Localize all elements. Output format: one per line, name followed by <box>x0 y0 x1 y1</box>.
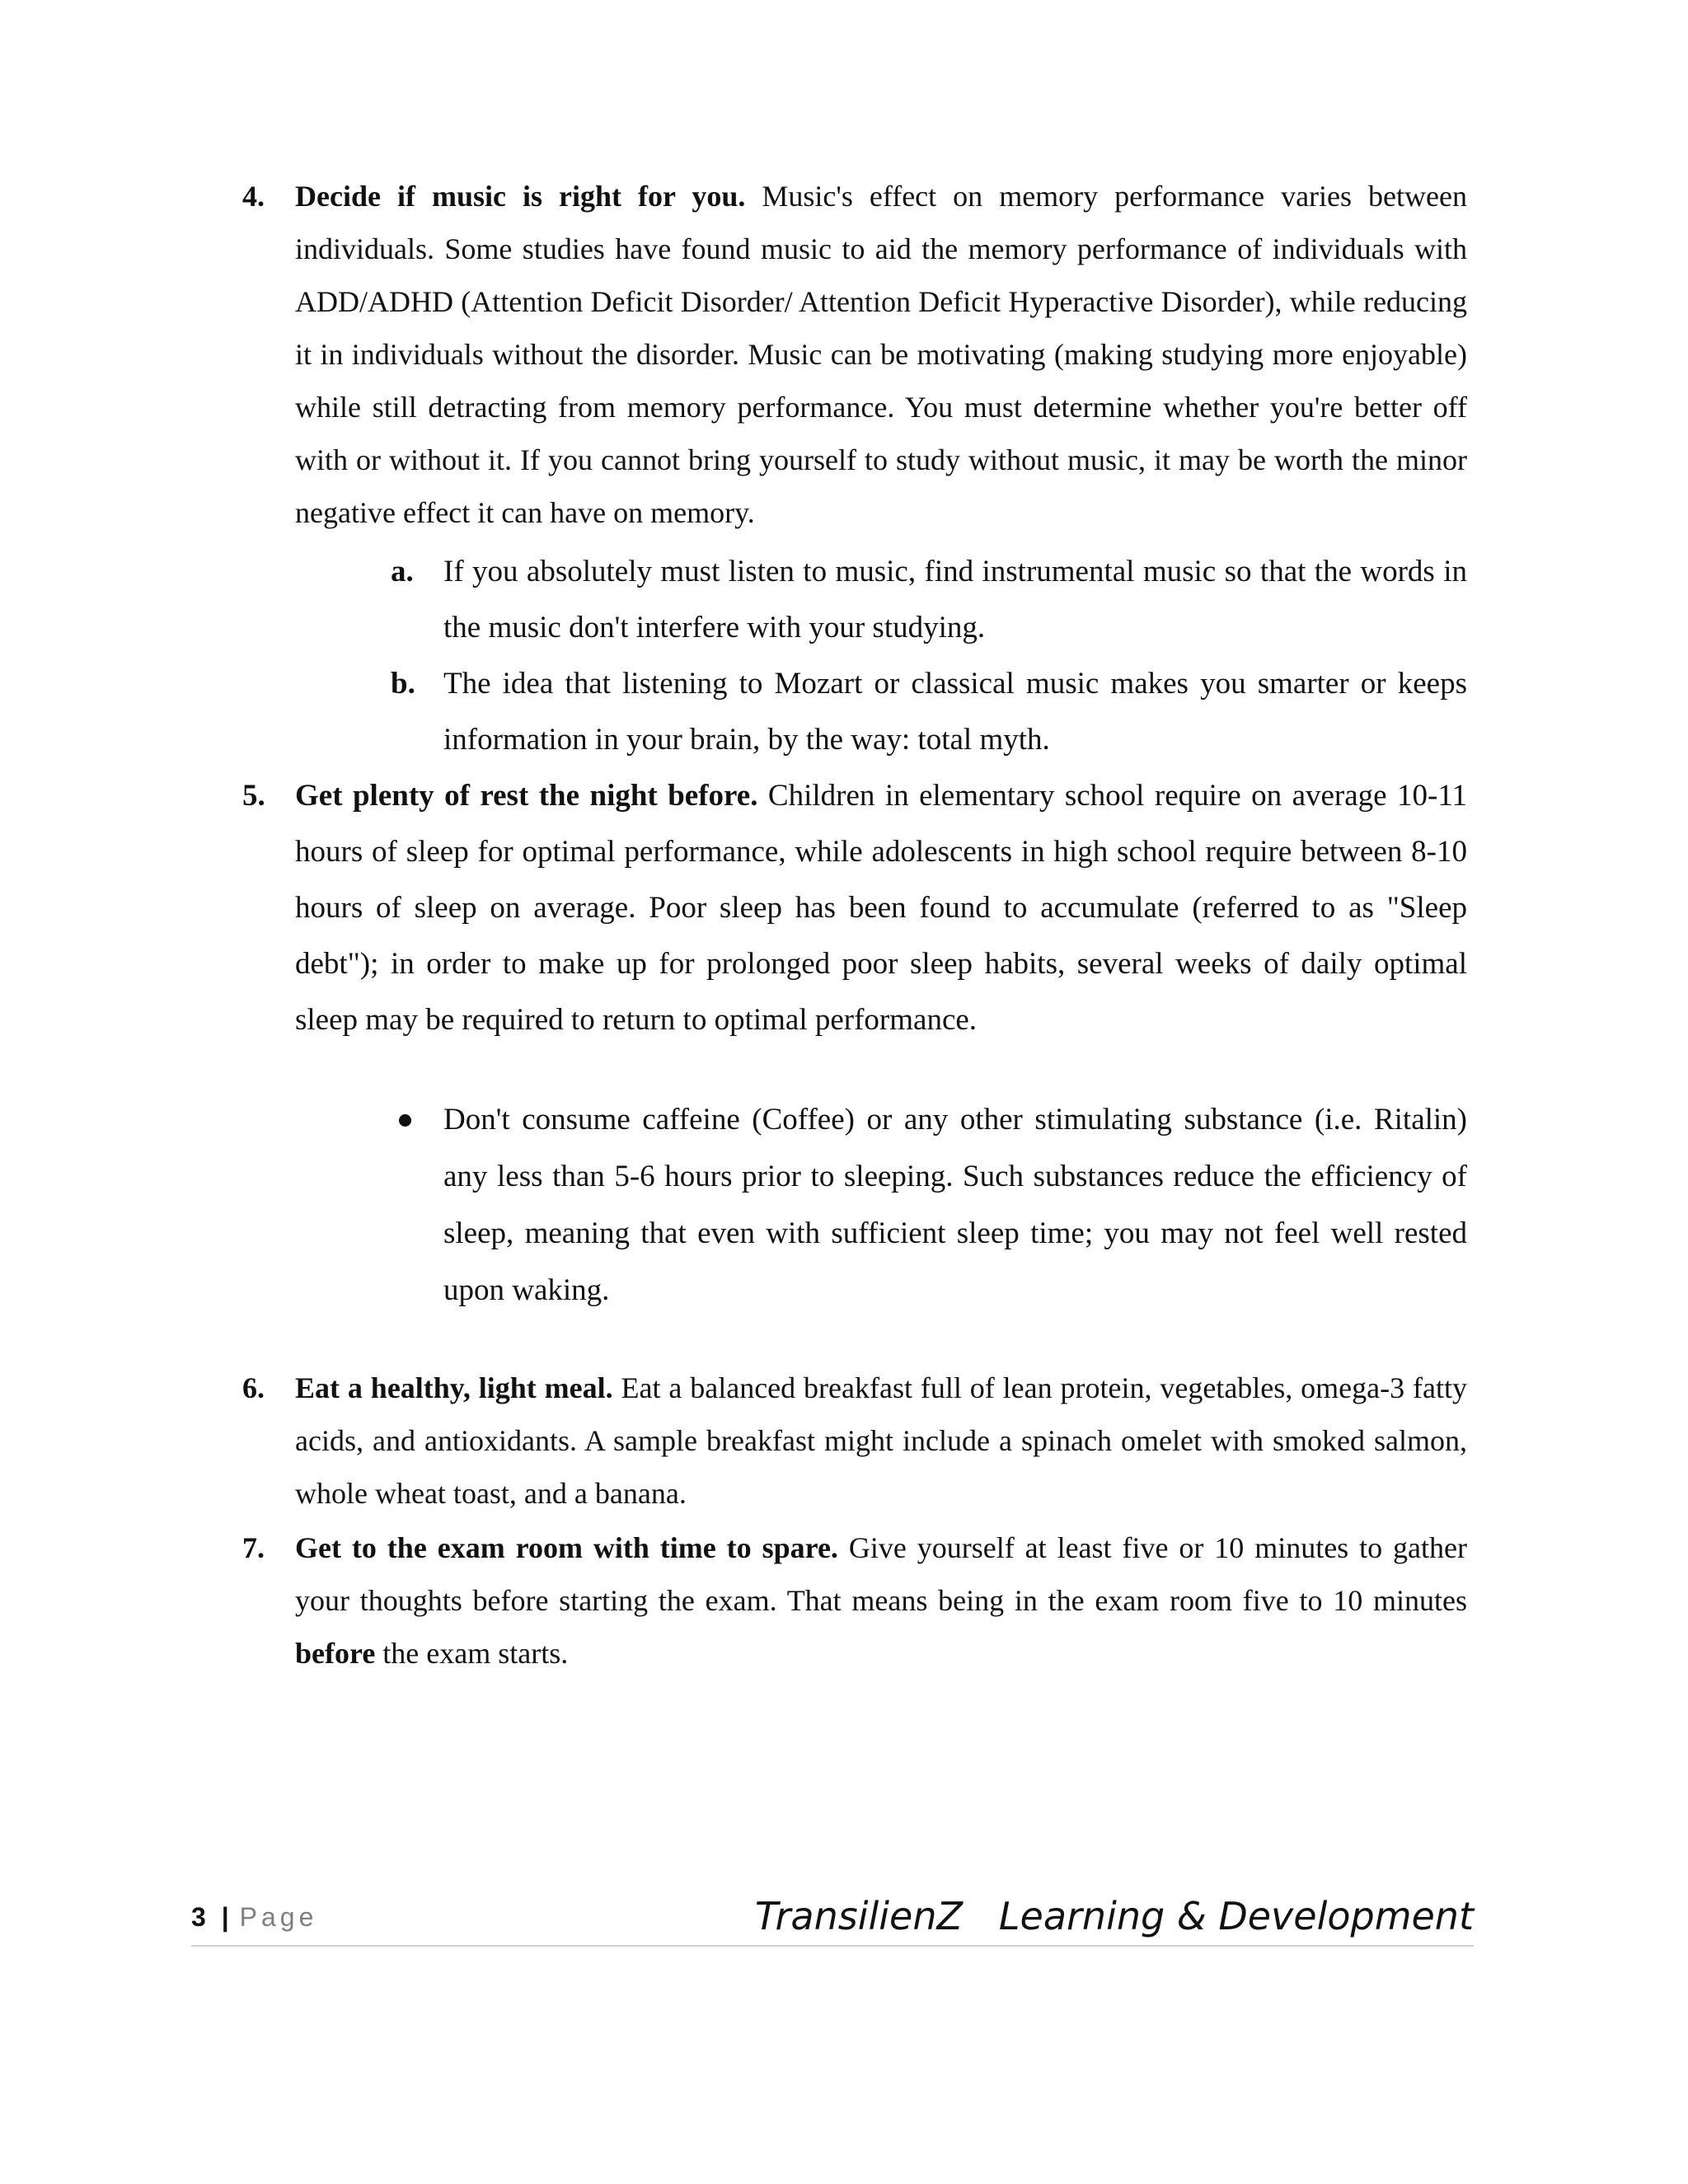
page-number-label <box>191 1902 317 1933</box>
item-number: 7. <box>242 1531 265 1564</box>
page-word: Page <box>239 1902 318 1932</box>
item-number: 6. <box>242 1371 265 1404</box>
sub-item-letter: a. <box>391 555 414 588</box>
bullet-icon <box>399 1114 411 1127</box>
list-item-6 <box>239 1361 1467 1520</box>
item-number: 5. <box>242 779 265 813</box>
item-text: Eat a balanced breakfast full of lean protein, vegetables, omega-3 fatty acids, and antioxidants. A sample breakfast might include a spinach omelet with smoked salmon, whole wheat toast, and a banana. <box>295 1371 1467 1510</box>
spacer <box>239 1319 1467 1361</box>
item-heading: Get to the exam room with time to spare. <box>295 1531 838 1564</box>
page-number: 3 <box>191 1902 210 1932</box>
footer-divider <box>191 1945 1474 1947</box>
item-number: 4. <box>242 180 265 213</box>
item-heading: Eat a healthy, light meal. <box>295 1371 613 1404</box>
item-text: Give yourself at least five or 10 minutes to gather your thoughts before starting the exam. That means being in the exam room five to 10 minutes <box>295 1531 1467 1617</box>
page-footer <box>191 1894 1474 1947</box>
bullet-text: Don't consume caffeine (Coffee) or any other stimulating substance (i.e. Ritalin) any less than 5-6 hours prior to sleeping. Such substances reduce the efficiency of sleep, meaning that even with sufficient sleep time; you may not feel well rested upon waking. <box>443 1103 1467 1307</box>
emphasis-text: before <box>295 1637 376 1670</box>
sub-item-a <box>239 544 1467 656</box>
page-separator: | <box>221 1902 233 1932</box>
item-text-tail: the exam starts. <box>375 1637 569 1670</box>
document-body <box>239 170 1467 1680</box>
item-text: Music's effect on memory performance varies between individuals. Some studies have found music to aid the memory performance of individuals with ADD/ADHD (Attention Deficit Disorder/ Attention Deficit Hyperactive Disorder), while reducing it in individuals without the disorder. Music can be motivating (making studying more enjoyable) while still detracting from memory performance. You must determine whether you're better off with or without it. If you cannot bring yourself to study without music, it may be worth the minor negative effect it can have on memory. <box>295 180 1467 529</box>
sub-item-letter: b. <box>391 667 415 701</box>
spacer <box>239 1048 1467 1091</box>
item-heading: Get plenty of rest the night before. <box>295 779 758 813</box>
list-item-7 <box>239 1521 1467 1680</box>
item-text: Children in elementary school require on average 10-11 hours of sleep for optimal performance, while adolescents in high school require between 8-10 hours of sleep on average. Poor sleep has been found to accumulate (referred to as "Sleep debt"); in order to make up for prolonged poor sleep habits, several weeks of daily optimal sleep may be required to return to optimal performance. <box>295 779 1467 1037</box>
list-item-5 <box>239 768 1467 1048</box>
item-heading: Decide if music is right for you. <box>295 180 746 213</box>
sub-item-text: The idea that listening to Mozart or classical music makes you smarter or keeps information in your brain, by the way: total myth. <box>443 667 1467 757</box>
footer-brand: TransilienZ Learning & Development <box>754 1894 1474 1938</box>
list-item-4 <box>239 170 1467 539</box>
bullet-item <box>239 1091 1467 1319</box>
sub-item-b <box>239 656 1467 768</box>
sub-item-text: If you absolutely must listen to music, find instrumental music so that the words in the music don't interfere with your studying. <box>443 555 1467 644</box>
